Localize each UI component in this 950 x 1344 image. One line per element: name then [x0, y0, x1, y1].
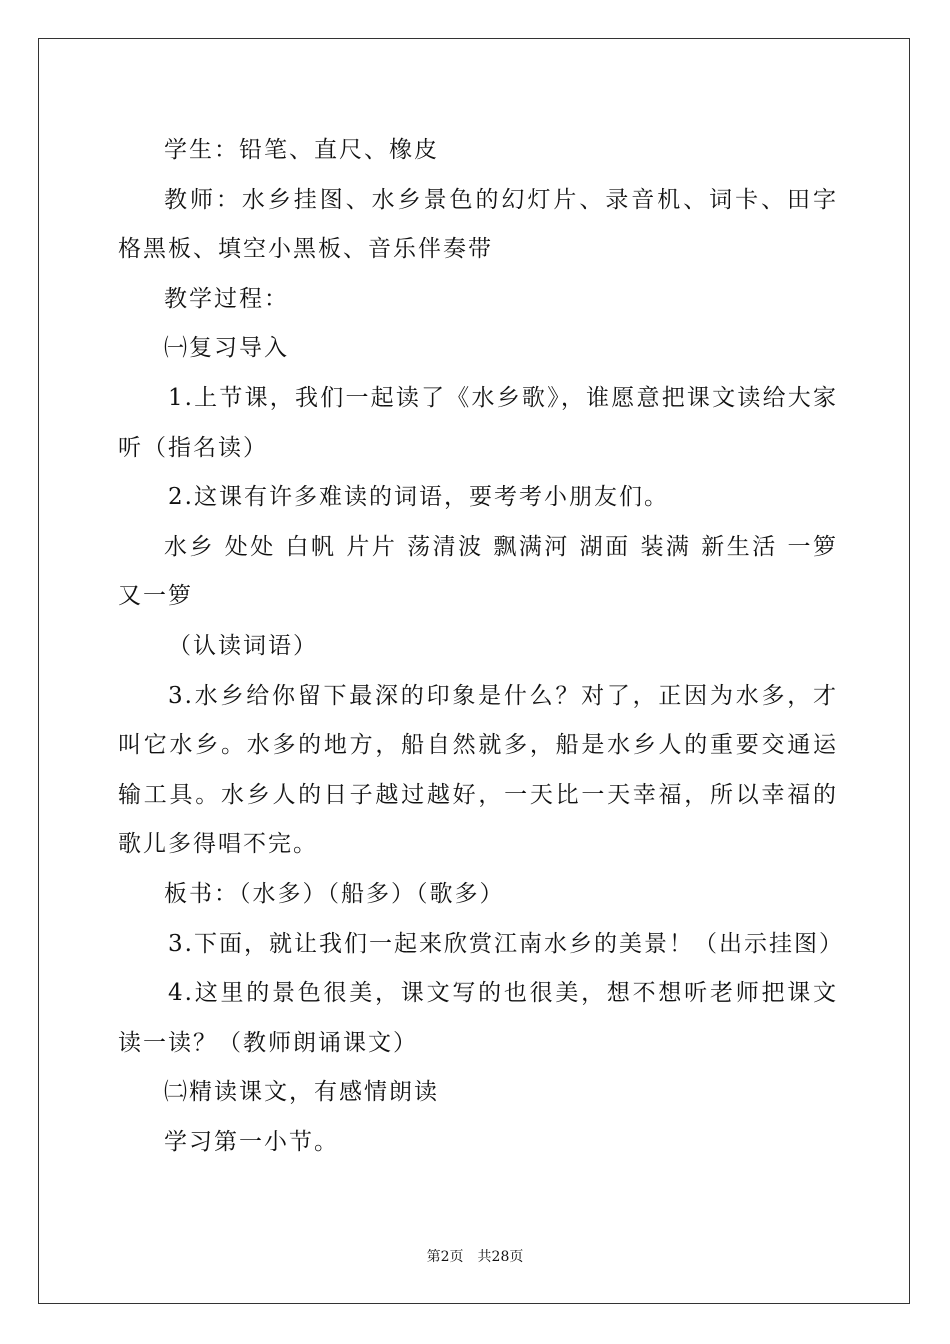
paragraph-board-writing: 板书：（水多）（船多）（歌多） [164, 880, 505, 907]
page-number: 第2页 [426, 1249, 464, 1265]
paragraph-materials-students: 学生：铅笔、直尺、橡皮 [164, 137, 439, 163]
section-heading-review: ㈠复习导入 [164, 335, 289, 362]
section-heading-intensive-reading: ㈡精读课文，有感情朗读 [164, 1079, 439, 1106]
paragraph-step-1: 1.上节课，我们一起读了《水乡歌》，谁愿意把课文读给大家听（指名读） [118, 384, 838, 461]
total-pages: 共28页 [477, 1249, 524, 1265]
paragraph-first-stanza: 学习第一小节。 [164, 1128, 339, 1155]
document-body [118, 126, 844, 1167]
paragraph-step-3b: 3.下面，就让我们一起来欣赏江南水乡的美景！（出示挂图） [168, 930, 844, 957]
paragraph-process-heading: 教学过程： [164, 285, 289, 312]
paragraph-step-2: 2.这课有许多难读的词语，要考考小朋友们。 [168, 484, 669, 511]
page-footer [0, 1246, 950, 1266]
paragraph-word-list: 水乡 处处 白帆 片片 荡清波 飘满河 湖面 装满 新生活 一箩又一箩 [118, 533, 838, 610]
paragraph-materials-teacher: 教师：水乡挂图、水乡景色的幻灯片、录音机、词卡、田字格黑板、填空小黑板、音乐伴奏带 [118, 186, 838, 263]
paragraph-word-reading-note: （认读词语） [168, 632, 318, 659]
paragraph-step-3: 3.水乡给你留下最深的印象是什么？对了，正因为水多，才叫它水乡。水多的地方，船自然就多，船是水乡人的重要交通运输工具。水乡人的日子越过越好，一天比一天幸福，所以幸福的歌儿多得唱不完。 [118, 682, 838, 858]
paragraph-step-4: 4.这里的景色很美，课文写的也很美，想不想听老师把课文读一读？（教师朗诵课文） [118, 980, 838, 1056]
